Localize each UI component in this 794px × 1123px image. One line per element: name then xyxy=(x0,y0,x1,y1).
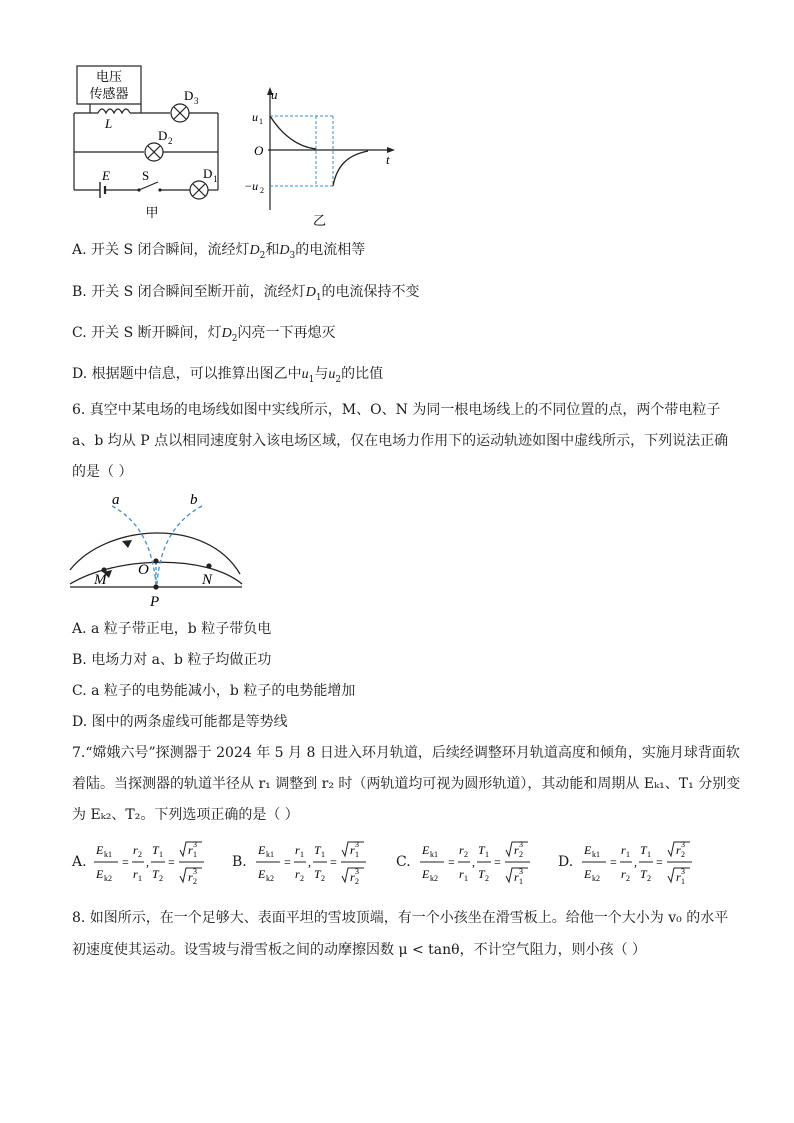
svg-text:r: r xyxy=(514,843,519,857)
svg-text:r: r xyxy=(514,870,519,884)
u1-label: u xyxy=(252,110,258,124)
d3-label: D xyxy=(184,88,194,103)
q7-formula-b xyxy=(256,836,386,890)
svg-text:,: , xyxy=(472,855,475,869)
emf-label: E xyxy=(102,168,110,183)
d2-sub: 2 xyxy=(168,136,173,146)
q5-d-end: 的比值 xyxy=(341,366,384,382)
q7-choice-d-label: D. xyxy=(558,854,574,870)
q5-d-mid: 与 xyxy=(314,366,329,382)
svg-text:E: E xyxy=(584,867,592,881)
svg-text:=: = xyxy=(330,855,337,869)
svg-text:r: r xyxy=(621,867,626,881)
svg-text:E: E xyxy=(584,843,592,857)
circuit-diagram xyxy=(60,60,260,230)
svg-text:T: T xyxy=(152,843,159,857)
svg-text:T: T xyxy=(640,843,647,857)
svg-text:=: = xyxy=(448,855,455,869)
svg-text:=: = xyxy=(494,855,501,869)
svg-text:,: , xyxy=(146,855,149,869)
q5-b-lamp: D xyxy=(305,285,316,300)
svg-text:r: r xyxy=(459,843,464,857)
svg-text:3: 3 xyxy=(193,840,197,849)
svg-text:1: 1 xyxy=(159,850,163,859)
svg-text:1: 1 xyxy=(681,877,685,886)
d2-label: D xyxy=(158,128,168,143)
t-axis-label: t xyxy=(386,152,390,167)
q7-formula-d xyxy=(582,836,712,890)
svg-text:2: 2 xyxy=(647,874,651,883)
u1-sub: 1 xyxy=(259,117,263,126)
q6-stem-line3: 的是（ ） xyxy=(72,464,133,480)
svg-text:=: = xyxy=(122,855,129,869)
svg-text:2: 2 xyxy=(485,874,489,883)
svg-text:2: 2 xyxy=(626,874,630,883)
svg-text:T: T xyxy=(478,867,485,881)
svg-text:1: 1 xyxy=(300,850,304,859)
svg-text:k2: k2 xyxy=(266,874,274,883)
svg-text:r: r xyxy=(350,843,355,857)
point-p xyxy=(153,584,158,589)
q5-d-u2-sub: 2 xyxy=(335,374,342,385)
label-o: O xyxy=(138,562,149,578)
sensor-label-1: 电压 xyxy=(95,69,123,84)
trajectory-b xyxy=(157,506,202,584)
q8-stem-line2: 初速度使其运动。设雪坡与滑雪板之间的动摩擦因数 μ < tanθ，不计空气阻力，则小孩（ ） xyxy=(72,942,647,958)
field-line-upper xyxy=(70,533,240,574)
q6-option-d: D. 图中的两条虚线可能都是等势线 xyxy=(72,714,288,730)
svg-text:1: 1 xyxy=(519,877,523,886)
svg-text:r: r xyxy=(133,867,138,881)
svg-text:=: = xyxy=(656,855,663,869)
svg-text:2: 2 xyxy=(355,877,359,886)
q6-stem-line2: a、b 均从 P 点以相同速度射入该电场区域，仅在电场力作用下的运动轨迹如图中虚线所示，下列说法正确 xyxy=(72,433,729,449)
point-n xyxy=(206,563,211,568)
q5-d-text: D. 根据题中信息，可以推算出图乙中 xyxy=(72,366,302,382)
q7-choice-b-label: B. xyxy=(232,854,247,870)
d3-sub: 3 xyxy=(194,96,199,106)
q7-choice-a-label: A. xyxy=(72,854,87,870)
q5-a-end: 的电流相等 xyxy=(295,242,366,258)
u-axis-label: u xyxy=(271,87,278,102)
svg-text:r: r xyxy=(676,870,681,884)
inductor-label: L xyxy=(105,116,113,131)
q5-d-u1-sub: 1 xyxy=(308,374,315,385)
q7-choice-b xyxy=(232,854,253,870)
q7-formula-a xyxy=(94,836,224,890)
q5-b-lamp-sub: 1 xyxy=(315,292,322,303)
svg-text:=: = xyxy=(168,855,175,869)
svg-text:1: 1 xyxy=(647,850,651,859)
svg-text:1: 1 xyxy=(626,850,630,859)
svg-text:1: 1 xyxy=(485,850,489,859)
svg-text:k2: k2 xyxy=(430,874,438,883)
q6-stem-line1: 6. 真空中某电场的电场线如图中实线所示，M、O、N 为同一根电场线上的不同位置的点，两个带电粒子 xyxy=(72,402,721,418)
q7-choice-c xyxy=(396,854,417,870)
svg-text:k1: k1 xyxy=(266,850,274,859)
svg-text:2: 2 xyxy=(159,874,163,883)
q5-option-a xyxy=(72,240,365,266)
q7-choice-c-label: C. xyxy=(396,854,411,870)
svg-text:3: 3 xyxy=(519,840,523,849)
svg-text:2: 2 xyxy=(321,874,325,883)
q5-option-c xyxy=(72,323,335,349)
svg-text:E: E xyxy=(96,867,104,881)
q5-b-end: 的电流保持不变 xyxy=(321,284,420,300)
q8-stem-line1: 8. 如图所示，在一个足够大、表面平坦的雪坡顶端，有一个小孩坐在滑雪板上。给他一个大小为 v₀ 的水平 xyxy=(72,910,729,926)
q7-choices xyxy=(72,836,722,892)
svg-text:2: 2 xyxy=(300,874,304,883)
q7-stem-line1: 7.“嫦娥六号”探测器于 2024 年 5 月 8 日进入环月轨道，后续经调整环月轨道高度和倾角，实施月球背面软 xyxy=(72,745,740,761)
q7-stem-line3: 为 Eₖ₂、T₂。下列选项正确的是（ ） xyxy=(72,807,299,823)
svg-text:3: 3 xyxy=(355,867,359,876)
caption-yi: 乙 xyxy=(313,213,327,228)
svg-text:2: 2 xyxy=(681,850,685,859)
q5-a-lamp2: D xyxy=(279,243,290,258)
q5-a-lamp2-sub: 3 xyxy=(289,250,296,261)
q5-option-b xyxy=(72,282,420,308)
q5-a-mid: 和 xyxy=(265,242,280,258)
switch-label: S xyxy=(142,168,150,183)
q5-c-end: 闪亮一下再熄灭 xyxy=(237,325,336,341)
u2-sub: 2 xyxy=(260,186,264,195)
svg-text:1: 1 xyxy=(355,850,359,859)
svg-text:2: 2 xyxy=(193,877,197,886)
svg-text:2: 2 xyxy=(138,850,142,859)
svg-text:,: , xyxy=(308,855,311,869)
svg-text:3: 3 xyxy=(519,867,523,876)
svg-text:E: E xyxy=(422,867,430,881)
svg-text:=: = xyxy=(284,855,291,869)
svg-text:1: 1 xyxy=(138,874,142,883)
label-p: P xyxy=(150,594,160,610)
trajectory-a xyxy=(112,506,156,584)
svg-text:r: r xyxy=(459,867,464,881)
inductor-coil xyxy=(98,109,130,113)
voltage-time-graph xyxy=(240,85,400,230)
svg-text:E: E xyxy=(422,843,430,857)
decay-curve-negative xyxy=(333,151,368,186)
svg-text:1: 1 xyxy=(321,850,325,859)
svg-text:k2: k2 xyxy=(592,874,600,883)
svg-text:3: 3 xyxy=(681,867,685,876)
q5-d-u1: u xyxy=(301,367,309,382)
svg-text:k2: k2 xyxy=(104,874,112,883)
q7-choice-d xyxy=(558,854,579,870)
d1-sub: 1 xyxy=(213,174,218,184)
q5-a-lamp1: D xyxy=(249,243,260,258)
svg-text:E: E xyxy=(258,867,266,881)
q7-formula-c xyxy=(420,836,550,890)
svg-text:2: 2 xyxy=(519,850,523,859)
q5-c-lamp-sub: 2 xyxy=(231,333,238,344)
svg-text:k1: k1 xyxy=(430,850,438,859)
caption-jia: 甲 xyxy=(145,205,159,220)
q5-b-text: B. 开关 S 闭合瞬间至断开前，流经灯 xyxy=(72,284,306,300)
svg-text:T: T xyxy=(478,843,485,857)
q7-stem-line2: 着陆。当探测器的轨道半径从 r₁ 调整到 r₂ 时（两轨道均可视为圆形轨道），其动能和周期从 Eₖ₁、T₁ 分别变 xyxy=(72,776,741,792)
switch-s xyxy=(139,182,158,190)
d1-label: D xyxy=(203,166,213,181)
svg-text:r: r xyxy=(188,870,193,884)
electric-field-diagram xyxy=(66,488,251,613)
svg-text:T: T xyxy=(152,867,159,881)
q6-option-c: C. a 粒子的电势能减小，b 粒子的电势能增加 xyxy=(72,683,356,699)
svg-text:r: r xyxy=(295,867,300,881)
svg-text:E: E xyxy=(96,843,104,857)
svg-text:E: E xyxy=(258,843,266,857)
label-b: b xyxy=(190,492,198,508)
q7-choice-a xyxy=(72,854,93,870)
q5-a-lamp1-sub: 2 xyxy=(259,250,266,261)
svg-text:2: 2 xyxy=(464,850,468,859)
svg-text:r: r xyxy=(188,843,193,857)
q5-c-text: C. 开关 S 断开瞬间，灯 xyxy=(72,325,222,341)
label-m: M xyxy=(94,572,107,588)
q6-option-a: A. a 粒子带正电，b 粒子带负电 xyxy=(72,621,272,637)
svg-text:r: r xyxy=(295,843,300,857)
q5-option-d xyxy=(72,364,383,390)
decay-curve-positive xyxy=(270,116,316,149)
svg-text:1: 1 xyxy=(464,874,468,883)
q6-option-b: B. 电场力对 a、b 粒子均做正功 xyxy=(72,652,272,668)
svg-text:r: r xyxy=(133,843,138,857)
svg-text:r: r xyxy=(350,870,355,884)
svg-text:T: T xyxy=(314,843,321,857)
q5-a-text: A. 开关 S 闭合瞬间，流经灯 xyxy=(72,242,250,258)
q5-d-u2: u xyxy=(328,367,336,382)
label-n: N xyxy=(202,572,213,588)
svg-text:3: 3 xyxy=(681,840,685,849)
svg-text:r: r xyxy=(621,843,626,857)
q5-c-lamp: D xyxy=(221,326,232,341)
label-a: a xyxy=(112,492,120,508)
svg-text:T: T xyxy=(640,867,647,881)
svg-text:k1: k1 xyxy=(592,850,600,859)
origin-label: O xyxy=(254,143,264,158)
svg-text:=: = xyxy=(610,855,617,869)
svg-text:k1: k1 xyxy=(104,850,112,859)
svg-text:3: 3 xyxy=(355,840,359,849)
neg-u2-label: −u xyxy=(244,179,259,193)
svg-text:3: 3 xyxy=(193,867,197,876)
svg-text:r: r xyxy=(676,843,681,857)
svg-text:,: , xyxy=(634,855,637,869)
point-o xyxy=(153,558,158,563)
svg-text:1: 1 xyxy=(193,850,197,859)
sensor-label-2: 传感器 xyxy=(89,86,129,101)
svg-text:T: T xyxy=(314,867,321,881)
